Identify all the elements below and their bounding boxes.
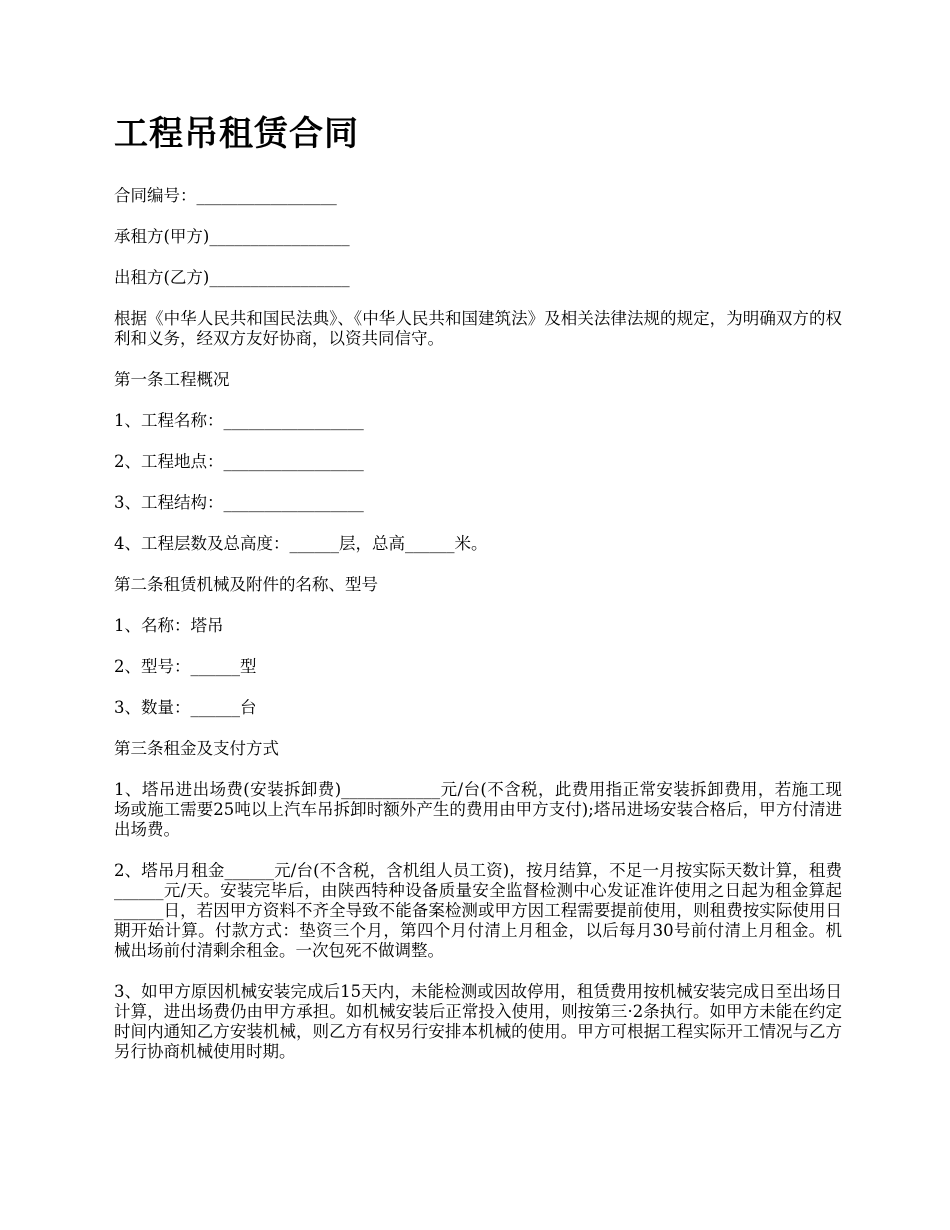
lessee-field: 承租方(甲方)_________________ — [114, 227, 350, 246]
contract-number-field: 合同编号：_________________ — [114, 186, 337, 205]
article-1-heading: 第一条工程概况 — [114, 370, 230, 389]
article-3-heading: 第三条租金及支付方式 — [114, 739, 279, 758]
machine-name-field: 1、名称：塔吊 — [114, 616, 224, 635]
project-location-field: 2、工程地点：_________________ — [114, 452, 364, 471]
project-name-field: 1、工程名称：_________________ — [114, 411, 364, 430]
article-2-heading: 第二条租赁机械及附件的名称、型号 — [114, 575, 378, 594]
project-structure-field: 3、工程结构：_________________ — [114, 493, 364, 512]
clause-3-3-paragraph: 3、如甲方原因机械安装完成后15天内，未能检测或因故停用，租赁费用按机械安装完成日至出场日计算，进出场费仍由甲方承担。如机械安装后正常投入使用，则按第三·2条执行。如甲方未能在约定时间内通知乙方安装机械，则乙方有权另行安排本机械的使用。甲方可根据工程实际开工情况与乙方另行协商机械使用时期。 — [114, 982, 842, 1061]
machine-quantity-field: 3、数量：______台 — [114, 698, 257, 717]
lessor-field: 出租方(乙方)_________________ — [114, 268, 350, 287]
clause-3-1-paragraph: 1、塔吊进出场费(安装拆卸费)____________元/台(不含税，此费用指正常安装拆卸费用，若施工现场或施工需要25吨以上汽车吊拆卸时额外产生的费用由甲方支付);塔吊进场安装合格后，甲方付清进出场费。 — [114, 780, 842, 839]
project-height-field: 4、工程层数及总高度：______层，总高______米。 — [114, 534, 488, 553]
machine-model-field: 2、型号：______型 — [114, 657, 257, 676]
preamble-paragraph: 根据《中华人民共和国民法典》、《中华人民共和国建筑法》及相关法律法规的规定，为明确双方的权利和义务，经双方友好协商，以资共同信守。 — [114, 309, 842, 348]
clause-3-2-paragraph: 2、塔吊月租金______元/台(不含税，含机组人员工资)，按月结算，不足一月按实际天数计算，租费______元/天。安装完毕后，由陕西特种设备质量安全监督检测中心发证准许使用之日起为租金算起______日，若因甲方资料不齐全导致不能备案检测或甲方因工程需要提前使用，则租费按实际使用日期开始计算。付款方式：垫资三个月，第四个月付清上月租金，以后每月30号前付清上月租金。机械出场前付清剩余租金。一次包死不做调整。 — [114, 861, 842, 960]
document-title: 工程吊租赁合同 — [114, 114, 359, 154]
